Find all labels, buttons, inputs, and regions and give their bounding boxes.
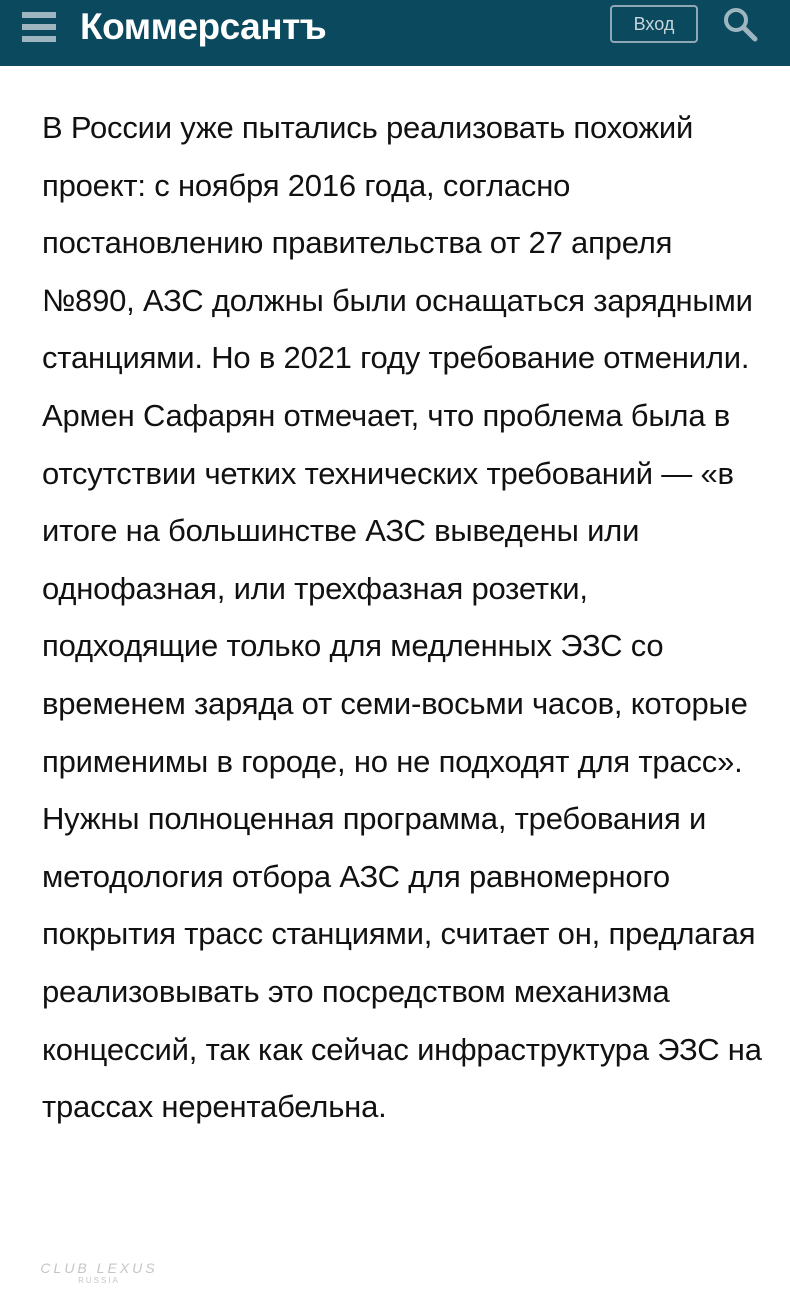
top-header: [0, 0, 790, 66]
login-button[interactable]: Вход: [610, 5, 698, 43]
watermark-sub-text: RUSSIA: [78, 1276, 120, 1285]
watermark-main-text: CLUB LEXUS: [40, 1260, 158, 1276]
article-paragraph: В России уже пытались реализовать похожий проект: с ноября 2016 года, согласно постановлению правительства от 27 апреля №890, АЗС должны были оснащаться зарядными станциями. Но в 2021 году требование отменили. Армен Сафарян отмечает, что проблема была в отсутствии четких технических требований — «в итоге на большинстве АЗС выведены или однофазная, или трехфазная розетки, подходящие только для медленных ЭЗС со временем заряда от семи-восьми часов, которые применимы в городе, но не подходят для трасс». Нужны полноценная программа, требования и методология отбора АЗС для равномерного покрытия трасс станциями, считает он, предлагая реализовывать это посредством механизма концессий, так как сейчас инфраструктура ЭЗС на трассах нерентабельна.: [42, 110, 762, 1125]
hamburger-menu-icon[interactable]: [22, 12, 58, 42]
search-icon[interactable]: [722, 6, 758, 42]
site-logo[interactable]: Коммерсантъ: [80, 6, 327, 47]
watermark: [24, 1260, 174, 1290]
